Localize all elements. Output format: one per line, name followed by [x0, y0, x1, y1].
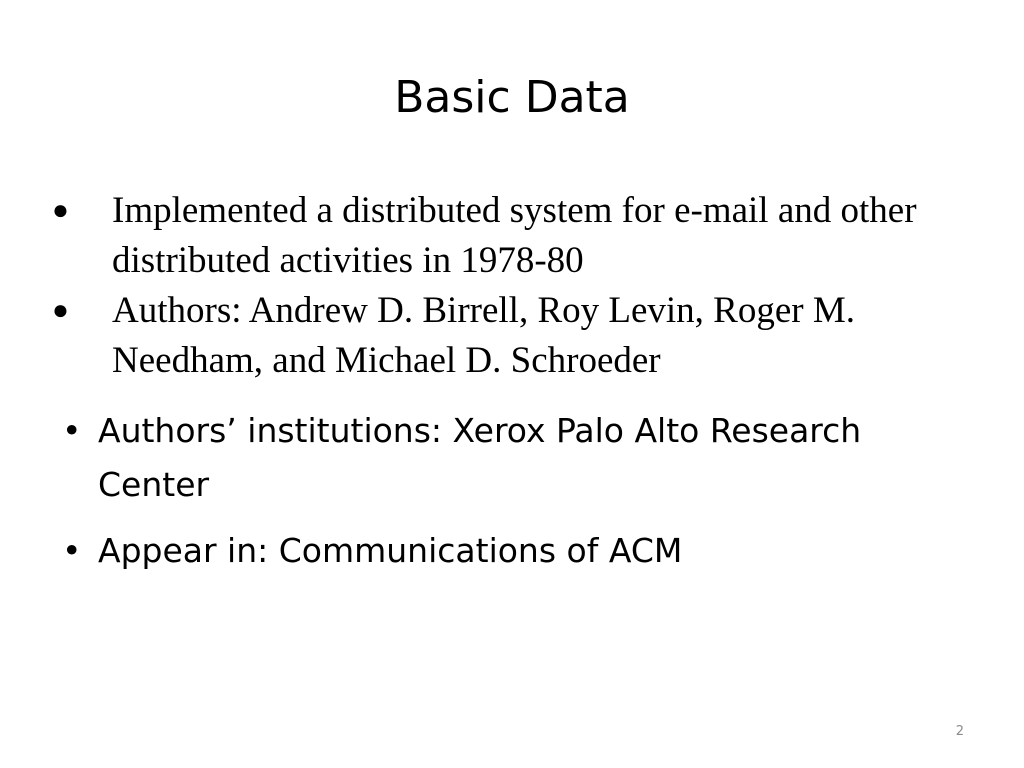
bullet-item: [52, 286, 972, 386]
bullet-item: [62, 524, 982, 578]
bullet-text: Authors: Andrew D. Birrell, Roy Levin, Roger M. Needham, and Michael D. Schroeder: [112, 290, 855, 381]
bullet-marker: ●: [52, 295, 69, 326]
serif-bullet-list: [52, 186, 972, 386]
bullet-text: Appear in: Communications of ACM: [98, 531, 683, 570]
page-number: 2: [955, 724, 964, 739]
slide-title: Basic Data: [394, 72, 630, 123]
bullet-item: [52, 186, 972, 286]
bullet-text: Implemented a distributed system for e-mail and other distributed activities in 1978-80: [112, 190, 917, 281]
bullet-marker: ●: [52, 195, 69, 226]
bullet-marker: •: [62, 411, 82, 450]
bullet-text: Authors’ institutions: Xerox Palo Alto Research Center: [98, 411, 862, 504]
bullet-marker: •: [62, 531, 82, 570]
bullet-item: [62, 404, 982, 512]
sans-bullet-list: [62, 404, 982, 590]
